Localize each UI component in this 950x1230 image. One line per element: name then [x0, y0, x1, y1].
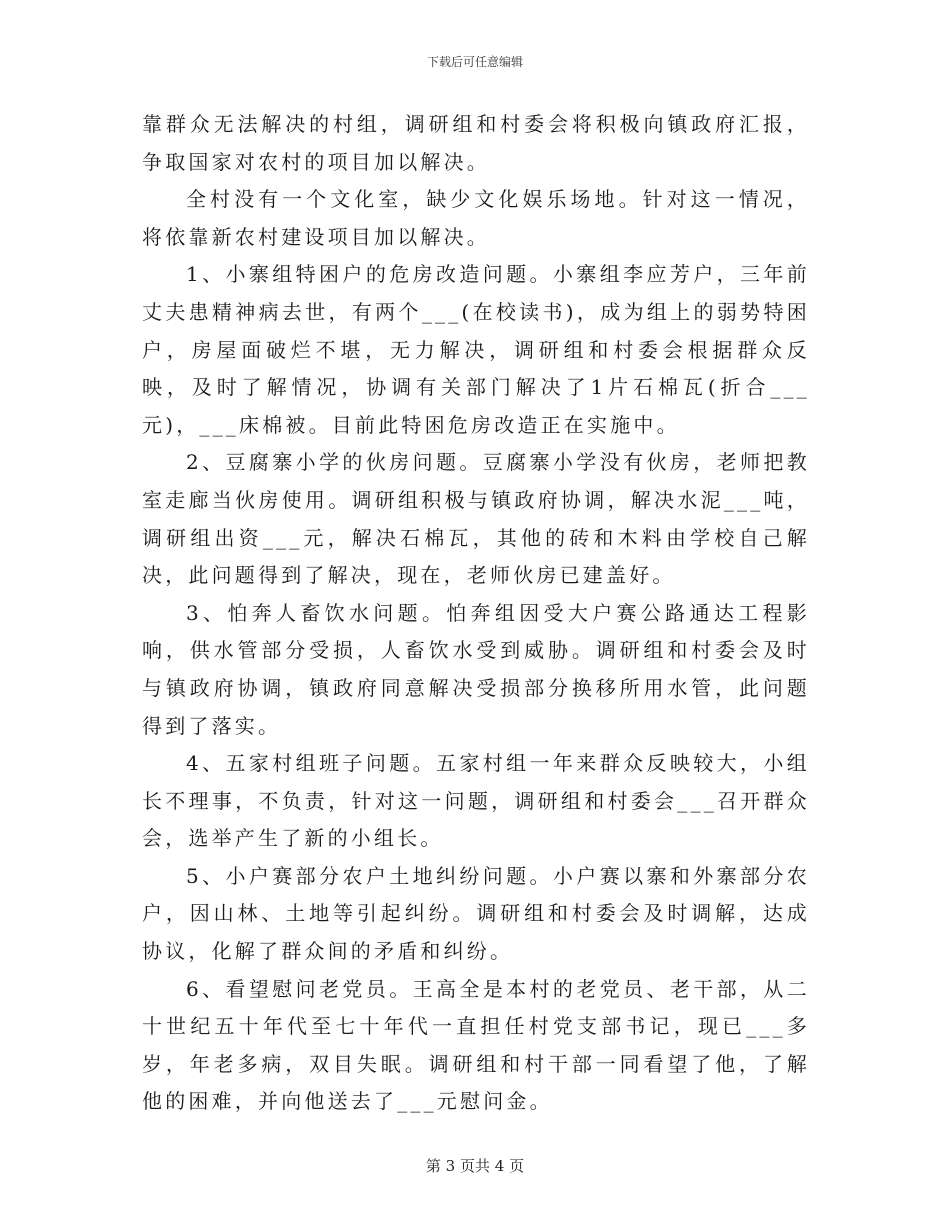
page-number: 第 3 页共 4 页 [425, 1157, 525, 1175]
paragraph-culture-room: 全村没有一个文化室，缺少文化娱乐场地。针对这一情况，将依靠新农村建设项目加以解决。 [142, 187, 810, 249]
paragraph-item-6: 6、看望慰问老党员。王高全是本村的老党员、老干部，从二十世纪五十年代至七十年代一直担任村党支部书记，现已___多岁，年老多病，双目失眠。调研组和村干部一同看望了他，了解他的困难，并向他送去了___元慰问金。 [142, 976, 810, 1114]
document-body [142, 106, 810, 1121]
paragraph-item-2: 2、豆腐寨小学的伙房问题。豆腐寨小学没有伙房，老师把教室走廊当伙房使用。调研组积极与镇政府协调，解决水泥___吨，调研组出资___元，解决石棉瓦，其他的砖和木料由学校自己解决，此问题得到了解决，现在，老师伙房已建盖好。 [142, 450, 810, 588]
paragraph-item-3: 3、怕奔人畜饮水问题。怕奔组因受大户赛公路通达工程影响，供水管部分受损，人畜饮水受到威胁。调研组和村委会及时与镇政府协调，镇政府同意解决受损部分换移所用水管，此问题得到了落实。 [142, 600, 810, 738]
paragraph-item-5: 5、小户赛部分农户土地纠纷问题。小户赛以寨和外寨部分农户，因山林、土地等引起纠纷。调研组和村委会及时调解，达成协议，化解了群众间的矛盾和纠纷。 [142, 863, 810, 964]
paragraph-item-1: 1、小寨组特困户的危房改造问题。小寨组李应芳户，三年前丈夫患精神病去世，有两个___(在校读书)，成为组上的弱势特困户，房屋面破烂不堪，无力解决，调研组和村委会根据群众反映，及时了解情况，协调有关部门解决了1片石棉瓦(折合___元)，___床棉被。目前此特困危房改造正在实施中。 [142, 262, 810, 437]
page-header: 下载后可任意编辑 [426, 55, 523, 69]
paragraph-item-4: 4、五家村组班子问题。五家村组一年来群众反映较大，小组长不理事，不负责，针对这一问题，调研组和村委会___召开群众会，选举产生了新的小组长。 [142, 751, 810, 851]
paragraph-continuation: 靠群众无法解决的村组，调研组和村委会将积极向镇政府汇报，争取国家对农村的项目加以解决。 [142, 112, 810, 174]
